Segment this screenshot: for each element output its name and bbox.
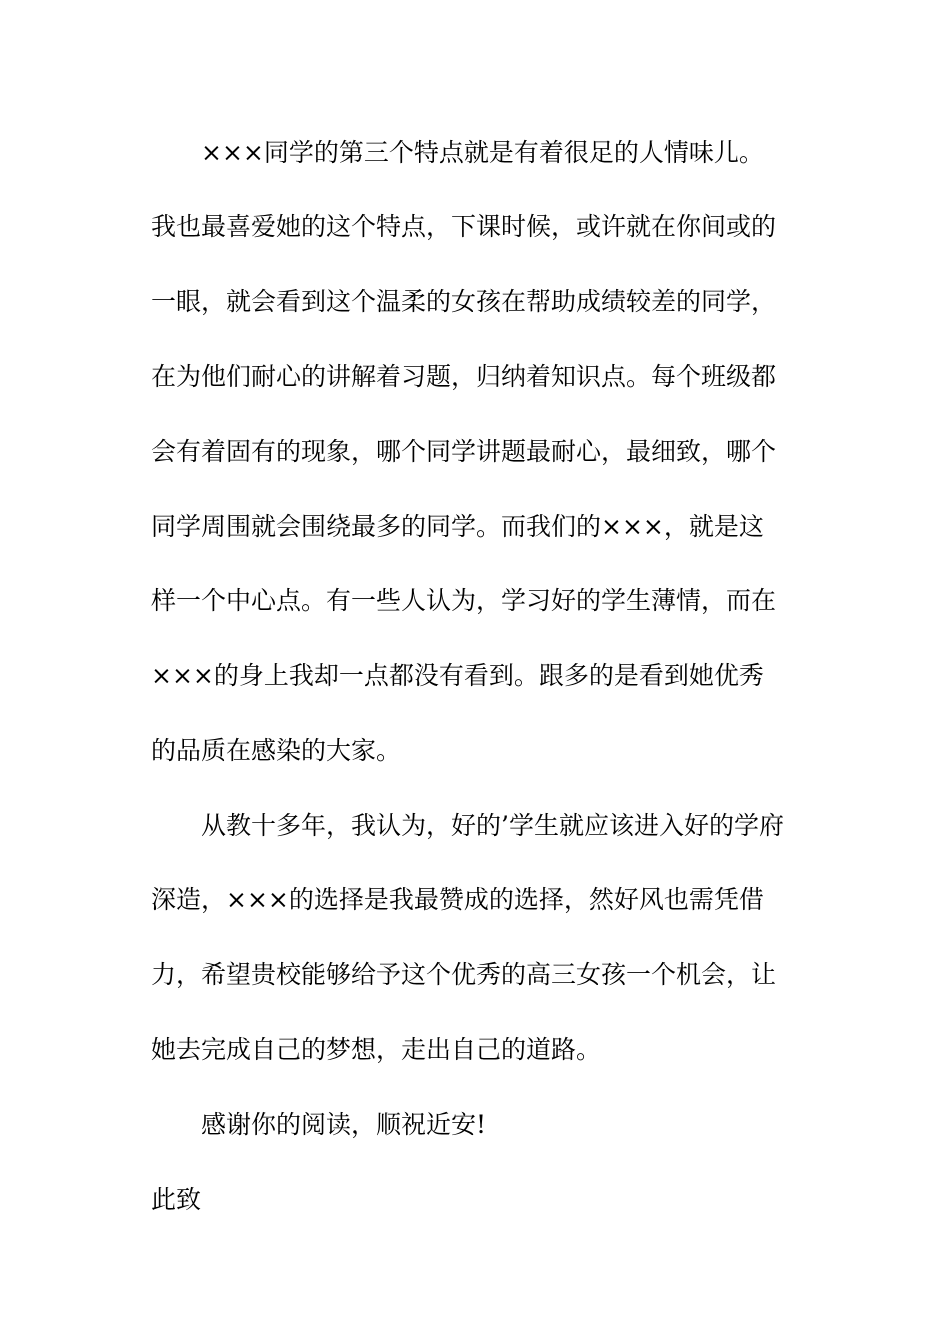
paragraph-1-line-7: 样一个中心点。有一些人认为，学习好的学生薄情，而在 [151, 586, 777, 615]
paragraph-2-line-4: 她去完成自己的梦想，走出自己的道路。 [151, 1035, 602, 1064]
paragraph-2-line-2: 深造，×××的选择是我最赞成的选择，然好风也需凭借 [151, 885, 764, 914]
paragraph-1-line-5: 会有着固有的现象，哪个同学讲题最耐心，最细致，哪个 [151, 437, 777, 466]
paragraph-2-line-1: 从教十多年，我认为，好的’学生就应该进入好的学府 [201, 811, 784, 840]
paragraph-1-line-1: ×××同学的第三个特点就是有着很足的人情味儿。 [201, 138, 764, 167]
paragraph-1-line-4: 在为他们耐心的讲解着习题，归纳着知识点。每个班级都 [151, 362, 777, 391]
paragraph-2-line-3: 力，希望贵校能够给予这个优秀的高三女孩一个机会，让 [151, 960, 777, 989]
paragraph-1-line-3: 一眼，就会看到这个温柔的女孩在帮助成绩较差的同学， [151, 287, 777, 316]
paragraph-1-line-8: ×××的身上我却一点都没有看到。跟多的是看到她优秀 [151, 661, 764, 690]
paragraph-1-line-2: 我也最喜爱她的这个特点，下课时候，或许就在你间或的 [151, 212, 777, 241]
salutation-line: 此致 [151, 1185, 202, 1214]
paragraph-1-line-9: 的品质在感染的大家。 [151, 736, 402, 765]
paragraph-1-line-6: 同学周围就会围绕最多的同学。而我们的×××，就是这 [151, 512, 764, 541]
closing-line: 感谢你的阅读，顺祝近安! [201, 1110, 487, 1139]
